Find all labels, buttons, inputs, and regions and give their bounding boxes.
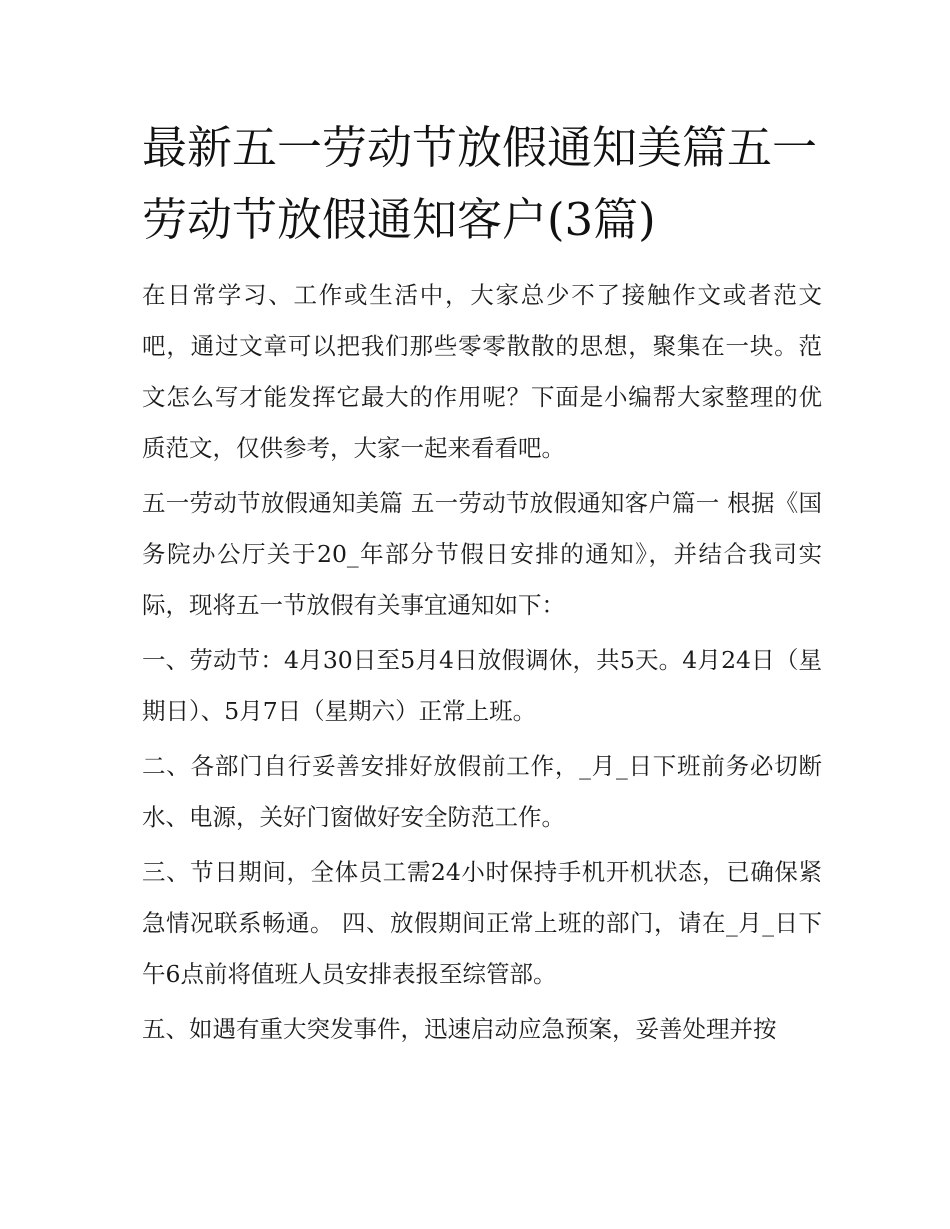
paragraph-item-2: 二、各部门自行妥善安排好放假前工作，_月_日下班前务必切断水、电源，关好门窗做好安全防范工作。	[142, 752, 822, 831]
paragraph-notice-opening: 五一劳动节放假通知美篇 五一劳动节放假通知客户篇一 根据《国务院办公厅关于20_年部分节假日安排的通知》，并结合我司实际，现将五一节放假有关事宜通知如下：	[142, 489, 822, 619]
document-content	[142, 112, 822, 1059]
paragraph-item-1: 一、劳动节：4月30日至5月4日放假调休，共5天。4月24日（星期日）、5月7日（星期六）正常上班。	[142, 646, 822, 725]
paragraph-item-5: 五、如遇有重大突发事件，迅速启动应急预案，妥善处理并按	[142, 1015, 777, 1043]
paragraph-item-3-4: 三、节日期间，全体员工需24小时保持手机开机状态，已确保紧急情况联系畅通。 四、放假期间正常上班的部门，请在_月_日下午6点前将值班人员安排表报至综管部。	[142, 858, 822, 988]
document-title: 最新五一劳动节放假通知美篇五一劳动节放假通知客户(3篇)	[142, 121, 818, 246]
paragraph-intro: 在日常学习、工作或生活中，大家总少不了接触作文或者范文吧，通过文章可以把我们那些零零散散的思想，聚集在一块。范文怎么写才能发挥它最大的作用呢？下面是小编帮大家整理的优质范文，仅供参考，大家一起来看看吧。	[142, 281, 822, 462]
document-body	[142, 270, 822, 1055]
